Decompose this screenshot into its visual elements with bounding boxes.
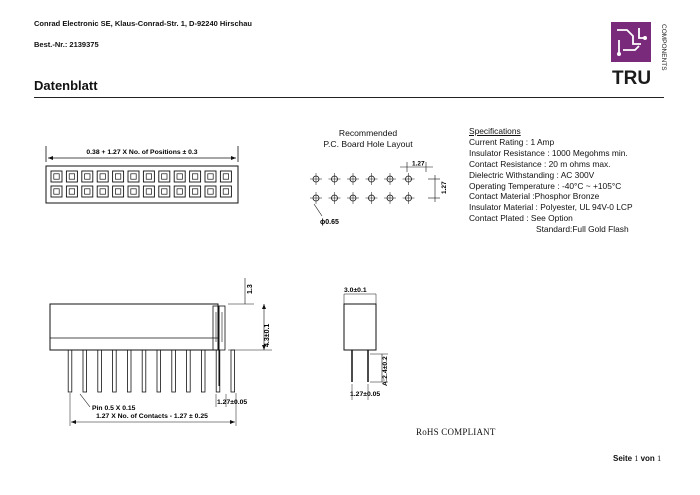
hole-diameter: ϕ0.65	[320, 219, 339, 226]
cavity-outer	[159, 171, 170, 182]
side-view-drawing	[40, 276, 290, 436]
contact-pin	[98, 350, 102, 392]
contact-pin	[68, 350, 72, 392]
end-view-drawing	[330, 282, 430, 412]
spec-line: Dielectric Withstanding : AC 300V	[469, 169, 595, 180]
cavity-outer	[82, 186, 93, 197]
spec-line: Contact Material :Phosphor Bronze	[469, 191, 600, 202]
pin-pitch: 1.27±0.05	[217, 399, 248, 406]
contact-pin	[127, 350, 131, 392]
cavity-outer	[205, 186, 216, 197]
cavity-outer	[174, 171, 185, 182]
pcb-hole-layout	[300, 158, 450, 230]
spec-line: Insulator Material : Polyester, UL 94V-0 LCP	[469, 202, 633, 213]
cavity-outer	[82, 171, 93, 182]
contact-pin	[231, 350, 235, 392]
cavity-inner	[223, 174, 228, 179]
cavity-inner	[131, 174, 136, 179]
cavity-inner	[85, 189, 90, 194]
spec-line: Current Rating : 1 Amp	[469, 136, 555, 147]
cavity-inner	[177, 189, 182, 194]
current-page: 1	[634, 454, 639, 463]
cavity-inner	[85, 174, 90, 179]
cavity-inner	[54, 189, 59, 194]
contact-pin	[142, 350, 146, 392]
spec-standard: Standard:Full Gold Flash	[536, 224, 629, 235]
dim-1-3: 1.3	[247, 284, 254, 294]
cavity-outer	[190, 186, 201, 197]
of-label: von	[640, 454, 655, 463]
side-pins	[68, 350, 234, 392]
end-pitch: 1.27±0.05	[350, 391, 381, 398]
cavity-inner	[146, 174, 151, 179]
contact-pin	[113, 350, 117, 392]
pcb-layout-line2: P.C. Board Hole Layout	[323, 139, 413, 149]
contact-pin	[201, 350, 205, 392]
page-title: Datenblatt	[34, 78, 98, 93]
title-divider	[34, 97, 664, 98]
cavity-outer	[51, 171, 62, 182]
cavity-outer	[113, 171, 124, 182]
cavity-inner	[208, 174, 213, 179]
cavity-outer	[113, 186, 124, 197]
total-pages: 1	[657, 454, 662, 463]
cavity-outer	[97, 171, 108, 182]
cavity-outer	[143, 186, 154, 197]
order-number: Best.-Nr.: 2139375	[34, 40, 99, 49]
cavity-inner	[131, 189, 136, 194]
spec-line: Operating Temperature : -40°C ~ +105°C	[469, 180, 622, 191]
cavity-inner	[54, 174, 59, 179]
cavity-outer	[220, 186, 231, 197]
contact-pin	[172, 350, 176, 392]
pcb-layout-heading	[304, 128, 432, 150]
cavity-outer	[51, 186, 62, 197]
cavity-inner	[162, 174, 167, 179]
contact-pin	[157, 350, 161, 392]
cavity-outer	[205, 171, 216, 182]
cavity-inner	[146, 189, 151, 194]
pin-size: Pin 0.5 X 0.15	[92, 405, 136, 412]
cavity-inner	[192, 189, 197, 194]
cavity-outer	[143, 171, 154, 182]
cavity-outer	[159, 186, 170, 197]
cavity-outer	[66, 171, 77, 182]
page-number	[613, 454, 661, 463]
contact-cavities	[51, 171, 231, 197]
pcb-holes	[310, 173, 415, 204]
cavity-inner	[208, 189, 213, 194]
contact-pin	[83, 350, 87, 392]
logo-letters: TRU	[612, 68, 652, 89]
page-label: Seite	[613, 454, 633, 463]
cavity-outer	[174, 186, 185, 197]
cavity-inner	[223, 189, 228, 194]
cavity-inner	[100, 189, 105, 194]
pcb-layout-line1: Recommended	[338, 128, 398, 138]
specifications-block	[469, 126, 633, 235]
cavity-outer	[128, 171, 139, 182]
tru-components-logo	[609, 20, 665, 90]
cavity-outer	[66, 186, 77, 197]
length-dimension: 0.38 + 1.27 X No. of Positions ± 0.3	[86, 149, 198, 156]
spec-line: Insulator Resistance : 1000 Megohms min.	[469, 147, 628, 158]
contact-pin	[187, 350, 191, 392]
cavity-inner	[192, 174, 197, 179]
cavity-inner	[115, 189, 120, 194]
cavity-inner	[69, 174, 74, 179]
height-dimension: 4.3±0.1	[264, 323, 271, 347]
pcb-pitch-horizontal: 1.27	[412, 160, 425, 168]
cavity-outer	[128, 186, 139, 197]
specifications-heading: Specifications	[469, 126, 521, 136]
cavity-outer	[190, 171, 201, 182]
cavity-outer	[220, 171, 231, 182]
logo-subtitle: COMPONENTS	[660, 24, 667, 71]
company-address: Conrad Electronic SE, Klaus-Conrad-Str. 1, D-92240 Hirschau	[34, 19, 252, 28]
contacts-length: 1.27 X No. of Contacts - 1.27 ± 0.25	[96, 413, 208, 420]
rohs-label: RoHS COMPLIANT	[416, 427, 496, 437]
end-width: 3.0±0.1	[344, 287, 367, 294]
cavity-inner	[162, 189, 167, 194]
cavity-inner	[100, 174, 105, 179]
cavity-inner	[115, 174, 120, 179]
pcb-pitch-vertical: 1.27	[441, 181, 448, 194]
end-pin-length: A:2.4±0.2	[382, 356, 389, 386]
spec-line: Contact Resistance : 20 m ohms max.	[469, 158, 611, 169]
cavity-inner	[177, 174, 182, 179]
cavity-outer	[97, 186, 108, 197]
cavity-inner	[69, 189, 74, 194]
top-view-drawing	[40, 140, 260, 220]
spec-line: Contact Plated : See Option	[469, 213, 573, 224]
